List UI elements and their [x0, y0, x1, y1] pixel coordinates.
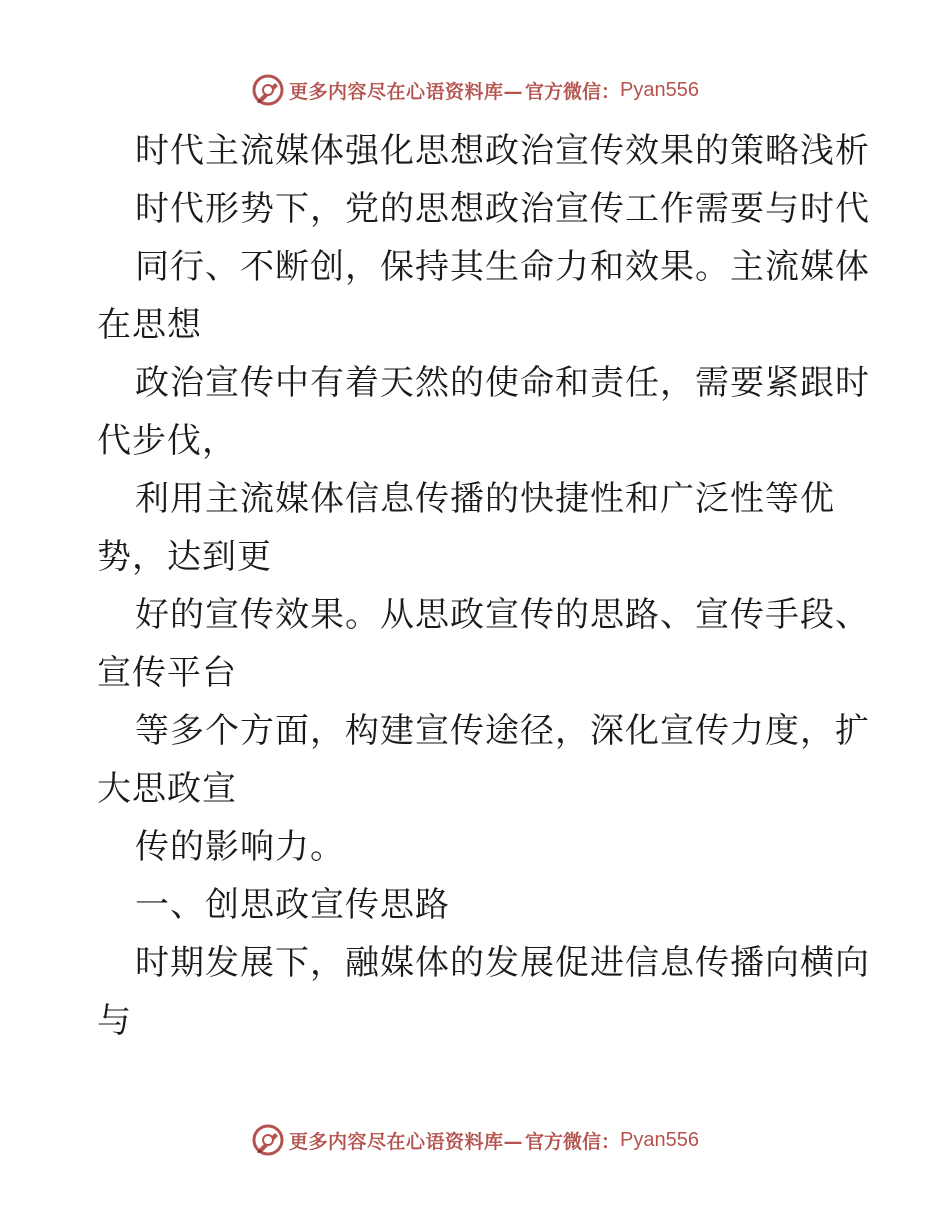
- paragraph-line: 宣传平台: [97, 653, 237, 693]
- footer-watermark-banner: [0, 1120, 950, 1160]
- paragraph-line: 好的宣传效果。从思政宣传的思路、宣传手段、: [135, 595, 870, 635]
- brand-logo-icon: [251, 73, 285, 107]
- header-watermark-banner: [0, 70, 950, 110]
- paragraph-line: 在思想: [97, 305, 202, 345]
- paragraph-line: 利用主流媒体信息传播的快捷性和广泛性等优: [135, 479, 835, 519]
- paragraph-line: 代步伐，: [97, 421, 237, 461]
- paragraph-line: 时期发展下，融媒体的发展促进信息传播向横向: [135, 943, 870, 983]
- banner-wechat-label: 官方微信：: [525, 1130, 621, 1153]
- paragraph-line: 等多个方面，构建宣传途径，深化宣传力度，扩: [135, 711, 870, 751]
- paragraph-line: 同行、不断创，保持其生命力和效果。主流媒体: [135, 247, 870, 287]
- banner-text: 更多内容尽在心语资料库—: [289, 80, 524, 103]
- section-heading: 一、创思政宣传思路: [135, 885, 450, 925]
- banner-text: 更多内容尽在心语资料库—: [289, 1130, 524, 1153]
- banner-wechat-id: Pyan556: [620, 1128, 699, 1151]
- paragraph-line: 传的影响力。: [135, 827, 345, 867]
- paragraph-line: 大思政宣: [97, 769, 237, 809]
- banner-wechat-label: 官方微信：: [525, 80, 621, 103]
- paragraph-line: 时代形势下，党的思想政治宣传工作需要与时代: [135, 189, 870, 229]
- banner-wechat-id: Pyan556: [620, 78, 699, 101]
- document-title: 时代主流媒体强化思想政治宣传效果的策略浅析: [135, 131, 870, 171]
- brand-logo-icon: [251, 1123, 285, 1157]
- paragraph-line: 势，达到更: [97, 537, 272, 577]
- paragraph-line: 政治宣传中有着天然的使命和责任，需要紧跟时: [135, 363, 870, 403]
- paragraph-line: 与: [97, 1001, 132, 1041]
